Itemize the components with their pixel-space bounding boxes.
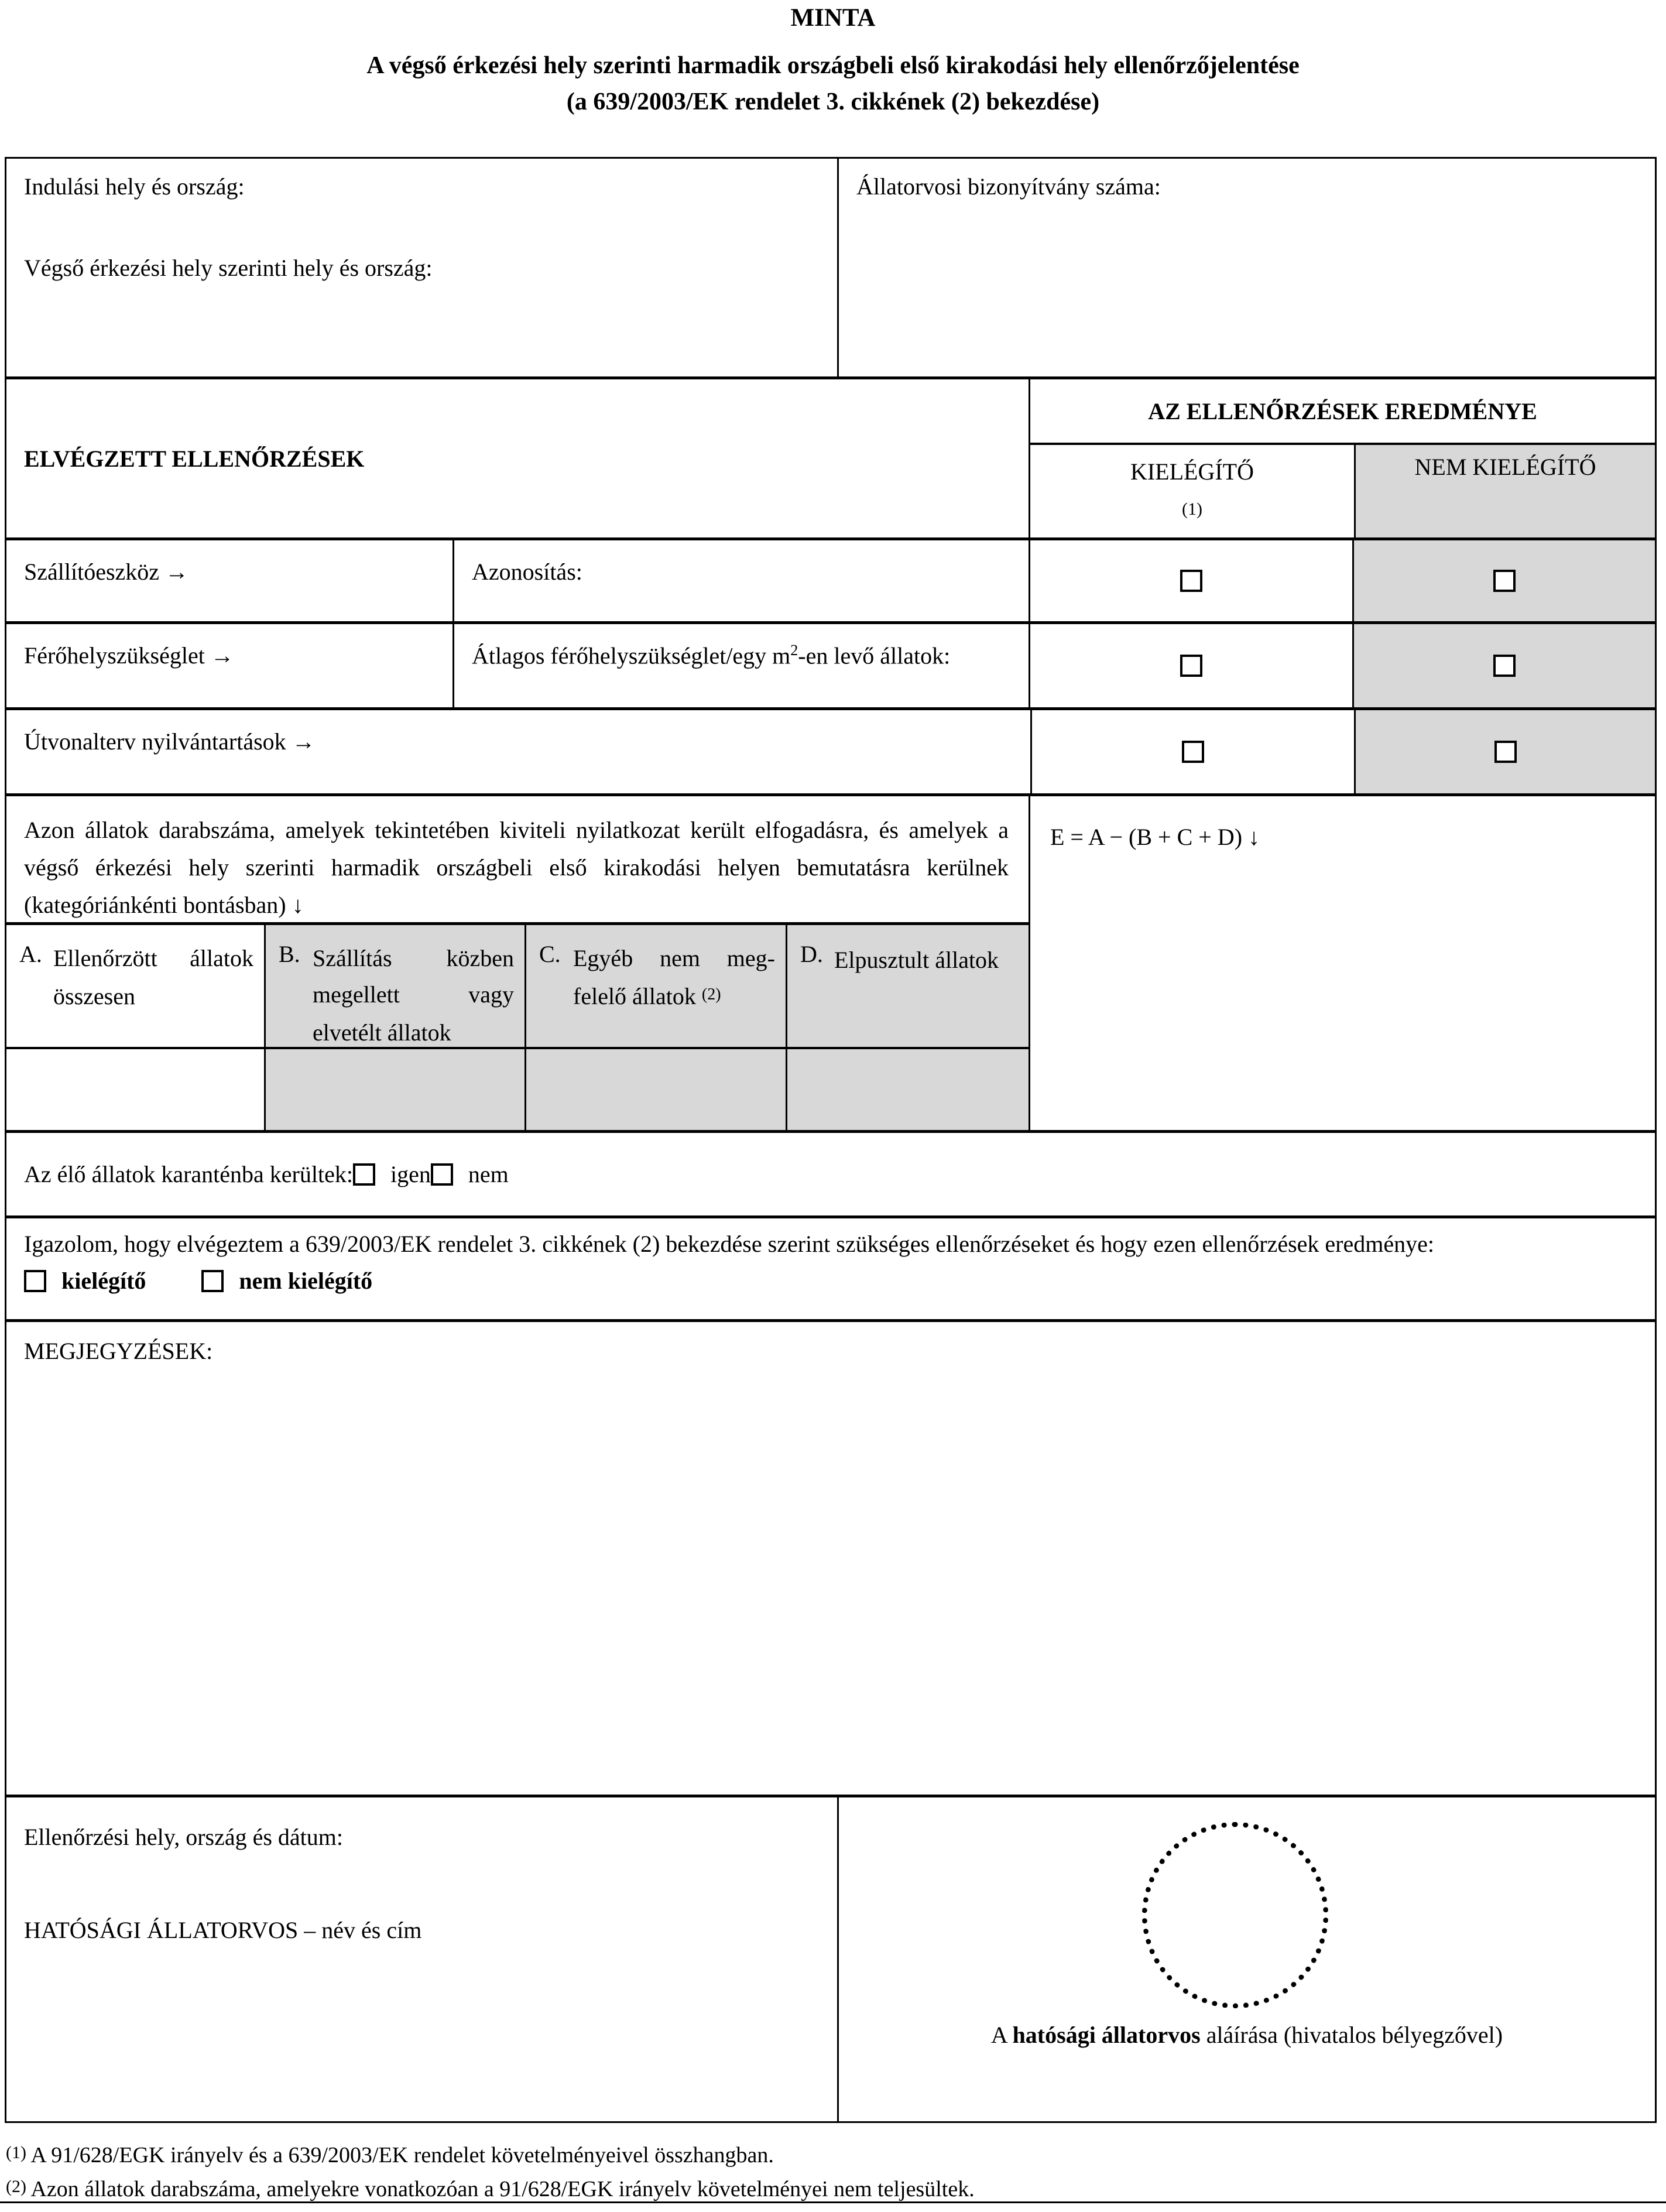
result-columns bbox=[1030, 445, 1655, 537]
vet-certificate-label: Állatorvosi bizonyítvány száma: bbox=[856, 173, 1161, 200]
checkbox-quarantine-yes[interactable] bbox=[353, 1163, 375, 1186]
space-not-satisfactory-cell bbox=[1352, 624, 1655, 707]
checkbox-quarantine-no[interactable] bbox=[431, 1163, 453, 1186]
footnote-1 bbox=[6, 2137, 1645, 2171]
origin-destination-section bbox=[6, 159, 1655, 376]
certification-row bbox=[6, 1215, 1655, 1319]
footnote-1-ref: (1) bbox=[6, 2143, 26, 2162]
footnotes bbox=[6, 2137, 1645, 2205]
checkbox-space-satisfactory[interactable] bbox=[1180, 655, 1202, 677]
place-date-cell[interactable] bbox=[6, 1797, 839, 2121]
checkbox-route-not-satisfactory[interactable] bbox=[1494, 741, 1517, 763]
satisfactory-column-header bbox=[1030, 445, 1354, 537]
satisfactory-footnote-ref: (1) bbox=[1182, 499, 1202, 519]
route-satisfactory-cell bbox=[1030, 710, 1354, 793]
transport-satisfactory-cell bbox=[1029, 540, 1352, 621]
identification-label: Azonosítás: bbox=[472, 559, 582, 585]
column-a-header bbox=[6, 925, 264, 1047]
animal-category-header-row bbox=[6, 922, 1029, 1047]
column-c-letter: C. bbox=[539, 941, 561, 967]
column-b-entry-cell[interactable] bbox=[264, 1049, 525, 1130]
performed-checks-header bbox=[6, 379, 1030, 537]
certification-statement: Igazolom, hogy elvégeztem a 639/2003/EK rendelet 3. cikkének (2) bekezdése szerint szükséges ellenőrzéseket és hogy ezen ellenőrzések eredménye: bbox=[24, 1231, 1434, 1257]
signature-caption: A hatósági állatorvos aláírása (hivatalos bélyegzővel) bbox=[990, 2022, 1503, 2048]
bottom-rule bbox=[0, 2201, 1666, 2203]
column-a-entry-cell[interactable] bbox=[6, 1049, 264, 1130]
space-allowance-detail-prefix: Átlagos férőhelyszükséglet/egy m bbox=[472, 642, 791, 669]
transport-identification-cell[interactable] bbox=[453, 540, 1029, 621]
column-d-letter: D. bbox=[800, 941, 823, 967]
space-allowance-detail-suffix: -en levő állatok: bbox=[798, 642, 951, 669]
space-satisfactory-cell bbox=[1029, 624, 1352, 707]
remarks-section[interactable] bbox=[6, 1319, 1655, 1795]
checkbox-certification-satisfactory[interactable] bbox=[24, 1270, 46, 1292]
formula-text: E = A − (B + C + D) ↓ bbox=[1050, 824, 1260, 850]
document-title-line1: A végső érkezési hely szerinti harmadik országbeli első kirakodási hely ellenőrzőjelentése bbox=[366, 52, 1300, 79]
checkbox-route-satisfactory[interactable] bbox=[1182, 741, 1204, 763]
final-destination-label: Végső érkezési hely szerinti hely és ország: bbox=[24, 255, 433, 281]
certification-satisfactory-label: kielégítő bbox=[61, 1268, 146, 1294]
animal-numbers-left bbox=[6, 796, 1030, 1130]
route-not-satisfactory-cell bbox=[1354, 710, 1655, 793]
performed-checks-label: ELVÉGZETT ELLENŐRZÉSEK bbox=[24, 445, 365, 472]
vet-certificate-cell[interactable] bbox=[839, 159, 1655, 376]
animal-numbers-section bbox=[6, 793, 1655, 1130]
checkbox-transport-not-satisfactory[interactable] bbox=[1493, 570, 1516, 592]
route-plan-check-row bbox=[6, 707, 1655, 793]
checks-header-row bbox=[6, 376, 1655, 537]
quarantine-no-label: nem bbox=[468, 1161, 509, 1187]
watermark-minta: MINTA bbox=[790, 4, 876, 32]
report-form-table bbox=[5, 157, 1657, 2123]
route-plan-label: Útvonalterv nyilvántartások → bbox=[24, 728, 316, 755]
space-allowance-detail-cell[interactable] bbox=[453, 624, 1029, 707]
space-allowance-label: Férőhelyszükséglet → bbox=[24, 642, 234, 669]
column-b-letter: B. bbox=[279, 941, 300, 967]
check-results-title: AZ ELLENŐRZÉSEK EREDMÉNYE bbox=[1030, 379, 1655, 445]
certification-not-satisfactory-label: nem kielégítő bbox=[239, 1268, 373, 1294]
checkbox-certification-not-satisfactory[interactable] bbox=[201, 1270, 224, 1292]
inspection-place-label: Ellenőrzési hely, ország és dátum: bbox=[24, 1824, 343, 1850]
checkbox-space-not-satisfactory[interactable] bbox=[1493, 655, 1516, 677]
column-d-entry-cell[interactable] bbox=[786, 1049, 1029, 1130]
column-b-label: Szállítás közben megellett vagy elvetélt állatok bbox=[313, 945, 514, 1046]
signature-caption-bold: hatósági állatorvos bbox=[1012, 2022, 1201, 2048]
column-d-label: Elpusztult állatok bbox=[834, 947, 999, 973]
official-vet-label: HATÓSÁGI ÁLLATORVOS – név és cím bbox=[24, 1917, 422, 1943]
column-c-header bbox=[525, 925, 786, 1047]
check-results-header bbox=[1030, 379, 1655, 537]
animal-category-entry-row bbox=[6, 1047, 1029, 1130]
column-c-label: Egyéb nem meg-felelő állatok bbox=[573, 945, 775, 1009]
certification-choices bbox=[24, 1267, 1637, 1295]
footnote-1-text: A 91/628/EGK irányelv és a 639/2003/EK rendelet követelményeivel összhangban. bbox=[30, 2143, 774, 2168]
column-a-letter: A. bbox=[19, 941, 42, 967]
column-b-header bbox=[264, 925, 525, 1047]
column-c-entry-cell[interactable] bbox=[525, 1049, 786, 1130]
transport-not-satisfactory-cell bbox=[1352, 540, 1655, 621]
quarantine-yes-label: igen bbox=[390, 1161, 431, 1187]
footnote-2 bbox=[6, 2171, 1645, 2205]
signature-cell[interactable] bbox=[839, 1797, 1655, 2121]
remarks-label: MEGJEGYZÉSEK: bbox=[24, 1338, 213, 1364]
space-allowance-check-row bbox=[6, 621, 1655, 707]
document-title-line2: (a 639/2003/EK rendelet 3. cikkének (2) bekezdése) bbox=[566, 88, 1100, 115]
satisfactory-label: KIELÉGÍTŐ bbox=[1130, 458, 1254, 485]
column-a-label: Ellenőrzött állatok összesen bbox=[53, 945, 253, 1009]
animal-numbers-description: Azon állatok darabszáma, amelyek tekintetében kiviteli nyilatkozat került elfogadásra, és amelyek a végső érkezési hely szerinti harmadik országbeli első kirakodási helyen bemutatásra kerülnek (kategóriánkénti bontásban) ↓ bbox=[24, 817, 1009, 918]
column-c-footnote-ref: (2) bbox=[701, 985, 721, 1004]
checkbox-transport-satisfactory[interactable] bbox=[1180, 570, 1202, 592]
transport-check-row bbox=[6, 537, 1655, 621]
footnote-2-text: Azon állatok darabszáma, amelyekre vonatkozóan a 91/628/EGK irányelv követelményei nem teljesültek. bbox=[30, 2177, 975, 2201]
square-meter-superscript: 2 bbox=[790, 642, 798, 659]
column-d-header bbox=[786, 925, 1029, 1047]
formula-cell[interactable] bbox=[1030, 796, 1655, 1130]
departure-place-label: Indulási hely és ország: bbox=[24, 173, 245, 200]
quarantine-label: Az élő állatok karanténba kerültek: bbox=[24, 1161, 353, 1187]
footnote-2-ref: (2) bbox=[6, 2177, 26, 2196]
quarantine-row bbox=[6, 1130, 1655, 1215]
not-satisfactory-column-header bbox=[1354, 445, 1655, 537]
not-satisfactory-label: NEM KIELÉGÍTŐ bbox=[1414, 454, 1596, 480]
origin-destination-cell[interactable] bbox=[6, 159, 839, 376]
signature-section bbox=[6, 1795, 1655, 2121]
official-stamp-circle bbox=[1142, 1822, 1328, 2008]
transport-label: Szállítóeszköz → bbox=[24, 559, 189, 585]
